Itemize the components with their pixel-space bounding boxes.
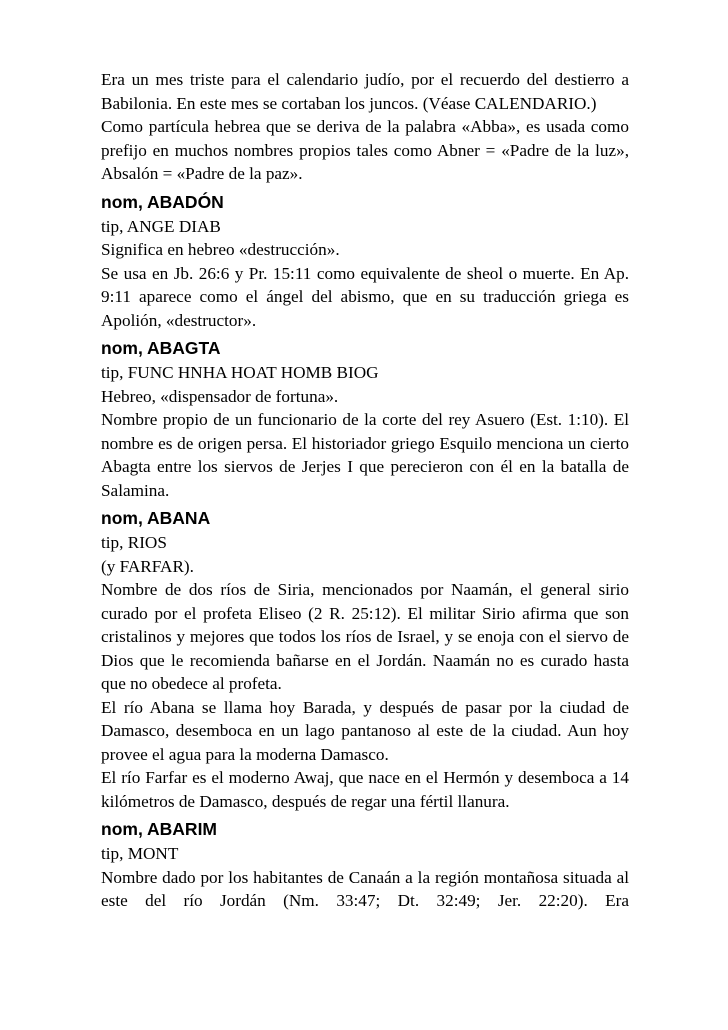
entry-heading: nom, ABAGTA [101,338,221,358]
entry-paragraph: Nombre propio de un funcionario de la corte del rey Asuero (Est. 1:10). El nombre es de origen persa. El historiador griego Esquilo menciona un cierto Abagta entre los siervos de Jerjes I que perecieron con él en la batalla de Salamina. [101,410,629,500]
entry-paragraph: El río Farfar es el moderno Awaj, que nace en el Hermón y desemboca a 14 kilómetros de Damasco, después de regar una fértil llanura. [101,768,629,811]
entry-tip: tip, FUNC HNHA HOAT HOMB BIOG [101,363,379,382]
entry-heading: nom, ABARIM [101,819,218,839]
intro-paragraph: Era un mes triste para el calendario judío, por el recuerdo del destierro a Babilonia. En este mes se cortaban los juncos. (Véase CALENDARIO.) [101,70,629,113]
entry-heading: nom, ABANA [101,508,211,528]
entry-paragraph: El río Abana se llama hoy Barada, y después de pasar por la ciudad de Damasco, desemboca en un lago pantanoso al este de la ciudad. Aun hoy provee el agua para la moderna Damasco. [101,697,629,764]
entry-paragraph: Significa en hebreo «destrucción». [101,240,340,259]
dictionary-entry-abana [101,507,629,813]
dictionary-entry-abadon [101,191,629,333]
entry-paragraph: Nombre dado por los habitantes de Canaán a la región montañosa situada al este del río Jordán (Nm. 33:47; Dt. 32:49; Jer. 22:20). Era [101,867,629,910]
intro-paragraph: Como partícula hebrea que se deriva de la palabra «Abba», es usada como prefijo en muchos nombres propios tales como Abner = «Padre de la luz», Absalón = «Padre de la paz». [101,117,629,183]
entry-tip: tip, MONT [101,844,179,863]
entry-paragraph: Nombre de dos ríos de Siria, mencionados por Naamán, el general sirio curado por el profeta Eliseo (2 R. 25:12). El militar Sirio afirma que son cristalinos y mejores que todos los ríos de Israel, y se enoja con el siervo de Dios que le recomienda bañarse en el Jordán. Naamán no es curado hasta que no obedece al profeta. [101,580,629,693]
document-page [101,68,629,913]
entry-paragraph: Hebreo, «dispensador de fortuna». [101,386,339,406]
dictionary-entry-abarim [101,818,629,913]
entry-tip: tip, RIOS [101,533,167,552]
entry-paragraph: (y FARFAR). [101,556,194,576]
entry-heading: nom, ABADÓN [101,191,224,212]
entry-paragraph: Se usa en Jb. 26:6 y Pr. 15:11 como equivalente de sheol o muerte. En Ap. 9:11 aparece como el ángel del abismo, que en su traducción griega es Apolión, «destructor». [101,263,629,330]
entry-tip: tip, ANGE DIAB [101,216,221,236]
dictionary-entry-abagta [101,337,629,502]
